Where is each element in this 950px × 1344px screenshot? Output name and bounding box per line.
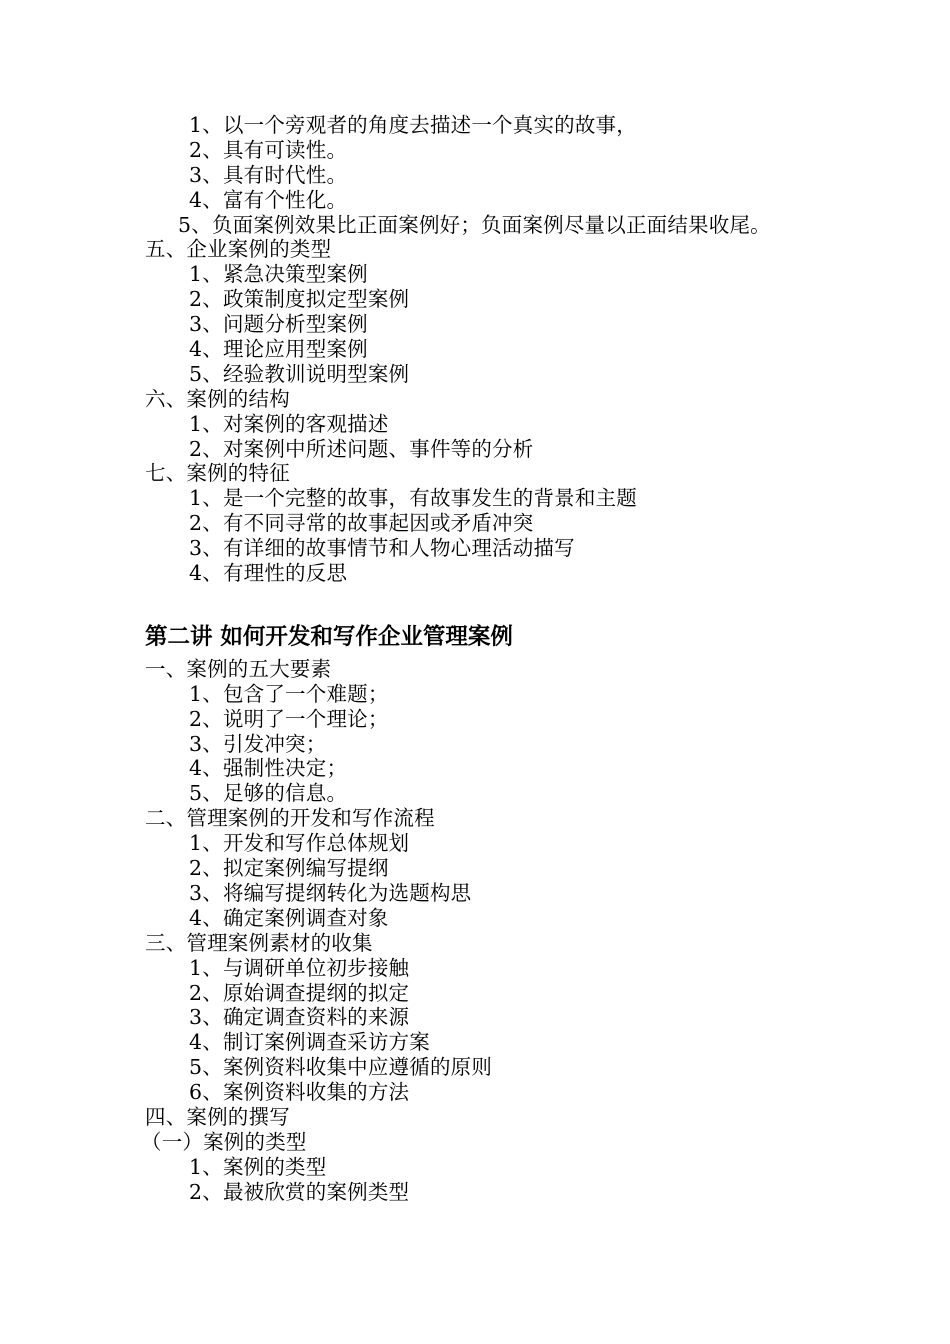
section-title: 三、管理案例素材的收集 <box>145 930 373 955</box>
list-item: 3、引发冲突； <box>189 731 327 756</box>
list-item: 1、开发和写作总体规划 <box>189 831 410 856</box>
list-item: 1、对案例的客观描述 <box>189 411 389 436</box>
list-item: 1、以一个旁观者的角度去描述一个真实的故事， <box>189 113 637 137</box>
section-title: 一、案例的五大要素 <box>145 656 332 681</box>
list-item: 4、有理性的反思 <box>189 561 348 586</box>
list-item: 1、紧急决策型案例 <box>189 262 368 287</box>
list-item: 3、确定调查资料的来源 <box>189 1005 410 1030</box>
list-item: 4、强制性决定； <box>189 756 348 781</box>
list-item: 6、案例资料收集的方法 <box>189 1080 410 1105</box>
list-item: 2、拟定案例编写提纲 <box>189 856 389 881</box>
list-item: 4、制订案例调查采访方案 <box>189 1030 430 1055</box>
section-title: 二、管理案例的开发和写作流程 <box>145 806 435 831</box>
list-item: 1、是一个完整的故事，有故事发生的背景和主题 <box>189 486 637 511</box>
list-item: 5、负面案例效果比正面案例好；负面案例尽量以正面结果收尾。 <box>178 212 771 237</box>
list-item: 5、案例资料收集中应遵循的原则 <box>189 1055 493 1080</box>
list-item: 3、具有时代性。 <box>189 162 348 187</box>
list-item: 2、最被欣赏的案例类型 <box>189 1179 410 1204</box>
list-item: 3、问题分析型案例 <box>189 312 368 337</box>
section-title: 四、案例的撰写 <box>145 1104 290 1129</box>
list-item: 2、说明了一个理论； <box>189 706 389 731</box>
section-title: 七、案例的特征 <box>145 461 290 486</box>
list-item: 4、确定案例调查对象 <box>189 905 389 930</box>
list-item: 3、将编写提纲转化为选题构思 <box>189 880 472 905</box>
list-item: 2、对案例中所述问题、事件等的分析 <box>189 436 534 461</box>
list-item: 5、足够的信息。 <box>189 781 348 806</box>
list-item: 1、与调研单位初步接触 <box>189 955 410 980</box>
section-title: 五、企业案例的类型 <box>145 237 332 262</box>
list-item: 1、包含了一个难题； <box>189 681 389 706</box>
subsection-title: （一）案例的类型 <box>141 1129 307 1154</box>
list-item: 3、有详细的故事情节和人物心理活动描写 <box>189 536 575 561</box>
list-item: 1、案例的类型 <box>189 1154 327 1179</box>
list-item: 4、理论应用型案例 <box>189 337 368 362</box>
list-item: 2、原始调查提纲的拟定 <box>189 980 410 1005</box>
list-item: 4、富有个性化。 <box>189 187 348 212</box>
list-item: 2、有不同寻常的故事起因或矛盾冲突 <box>189 511 534 536</box>
list-item: 2、政策制度拟定型案例 <box>189 287 410 312</box>
section-title: 六、案例的结构 <box>145 386 290 411</box>
list-item: 5、经验教训说明型案例 <box>189 361 410 386</box>
spacer <box>0 586 950 622</box>
lecture-heading: 第二讲 如何开发和写作企业管理案例 <box>145 623 513 650</box>
list-item: 2、具有可读性。 <box>189 137 348 162</box>
document-page <box>0 113 950 1205</box>
